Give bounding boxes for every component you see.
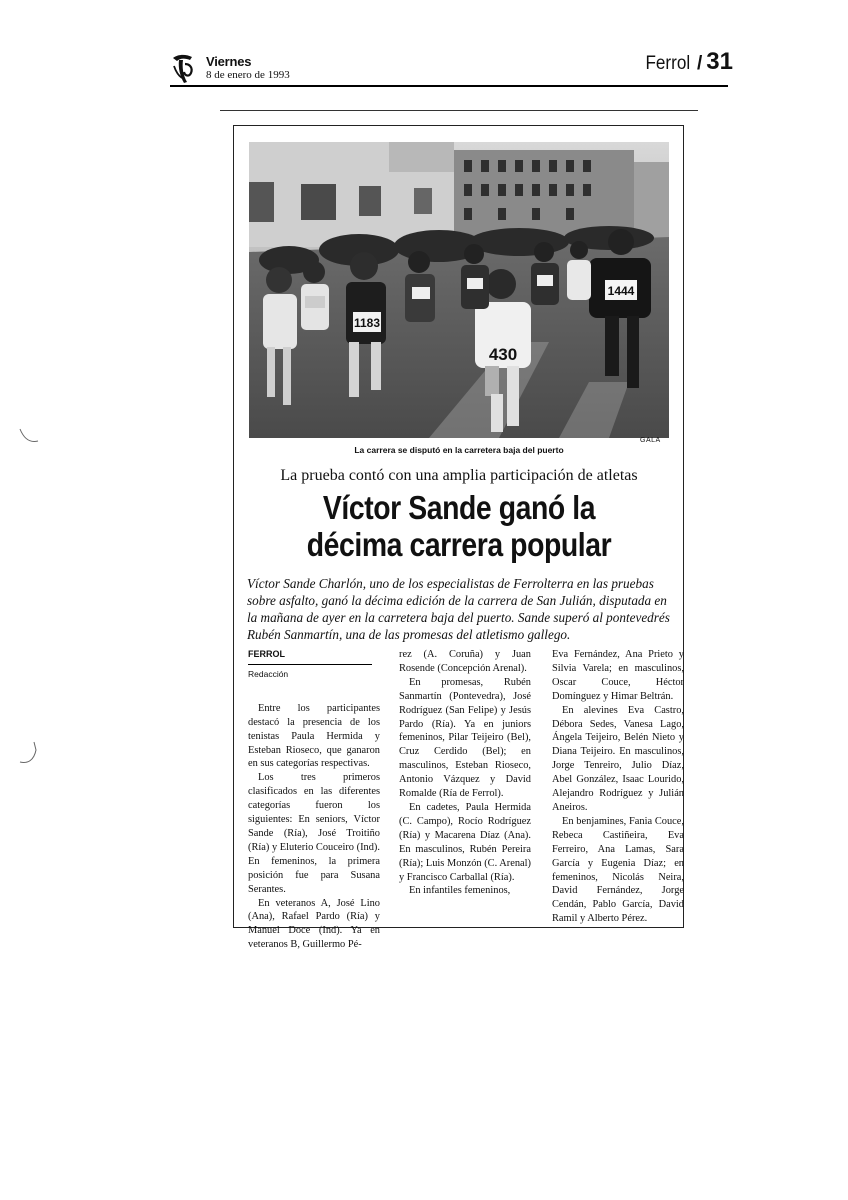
- paragraph: Los tres primeros clasificados en las diferentes categorías fueron los siguientes: En seniors, Víctor Sande (Ría), José Troitiño (Ría) y Eluterio Couceiro (Ind). En femeninos, la primera posición fue para Susana Serantes.: [248, 772, 380, 895]
- article-column-2: [399, 648, 531, 898]
- section-separator: /: [697, 53, 703, 74]
- paragraph: En benjamines, Fania Couce, Rebeca Castiñeira, Eva Ferreiro, Ana Lamas, Sara García y Eugenia Díaz; en femeninos, Nicolás Neira, David Fernández, Jorge Cendán, Pablo García, David Ramil y Alberto Pérez.: [552, 815, 684, 925]
- article-column-3: [552, 648, 684, 926]
- byline-author: Redacción: [248, 668, 289, 679]
- article-headline: [271, 489, 648, 563]
- byline-place: FERROL: [248, 648, 372, 665]
- bib-1183: 1183: [353, 316, 381, 330]
- paragraph: En promesas, Rubén Sanmartín (Pontevedra), José Rodríguez (San Felipe) y Jesús Pardo (Ría). Ya en juniors femeninos, Pilar Teijeiro (Bel), Cruz Cerdido (Bel); en masculinos, Esteban Rioseco, Antonio Vázquez y David Romalde (Ría de Ferrol).: [399, 676, 531, 800]
- photo-credit: GALA: [640, 437, 661, 444]
- headline-line-2: décima carrera popular: [306, 526, 612, 563]
- newspaper-logo-icon: [170, 52, 196, 86]
- article-lead: Víctor Sande Charlón, uno de los especialistas de Ferrolterra en las pruebas sobre asfalto, ganó la décima edición de la carrera de San Julián, disputada en la mañana de ayer en la carretera baja del puerto. Sande superó al pontevedrés Rubén Sanmartín, una de las promesas del atletismo gallego.: [247, 576, 670, 642]
- paragraph: En infantiles femeninos,: [409, 885, 511, 897]
- paragraph: Eva Fernández, Ana Prieto y Silvia Varela; en masculinos, Oscar Couce, Héctor Domínguez y Himar Beltrán.: [552, 649, 684, 702]
- paragraph: Entre los participantes destacó la presencia de los tenistas Paula Hermida y Esteban Rioseco, que ganaron en sus categorías respectivas.: [248, 702, 380, 770]
- article-kicker: La prueba contó con una amplia participación de atletas: [280, 467, 638, 484]
- bib-430: 430: [488, 345, 518, 364]
- article-column-1: [248, 648, 380, 952]
- photo-caption: La carrera se disputó en la carretera baja del puerto: [354, 445, 564, 455]
- bib-1444: 1444: [607, 284, 635, 298]
- scan-mark: [18, 425, 40, 447]
- header-rule: [170, 85, 728, 87]
- paragraph: En veteranos A, José Lino (Ana), Rafael Pardo (Ría) y Manuel Doce (Ind). Ya en veteranos B, Guillermo Pé-: [248, 897, 380, 951]
- header-date: 8 de enero de 1993: [206, 69, 290, 81]
- paragraph: rez (A. Coruña) y Juan Rosende (Concepción Arenal).: [399, 649, 531, 674]
- paragraph: En cadetes, Paula Hermida (C. Campo), Rocío Rodríguez (Ría) y Macarena Díaz (Ana). En masculinos, Rubén Pereira (Ría); Luis Monzón (C. Arenal) y Francisco Carballal (Ría).: [399, 801, 531, 883]
- section-name: Ferrol: [645, 53, 691, 74]
- headline-line-1: Víctor Sande ganó la: [322, 489, 596, 526]
- race-photo-image: [249, 142, 669, 438]
- header-day: Viernes: [206, 54, 252, 69]
- header-section-page: [643, 48, 733, 76]
- paragraph: En alevines Eva Castro, Débora Sedes, Vanesa Lago, Ángela Teijeiro, Belén Nieto y Diana Teijeiro. En masculinos, Jorge Tenreiro, Julio Díaz, Abel González, Isaac Lourido, Alejandro Rodríguez y Julián Aneiros.: [552, 704, 684, 813]
- race-photo: [249, 142, 669, 438]
- page-number: 31: [706, 48, 733, 75]
- header-thin-rule: [220, 110, 698, 111]
- scan-mark: [18, 740, 42, 770]
